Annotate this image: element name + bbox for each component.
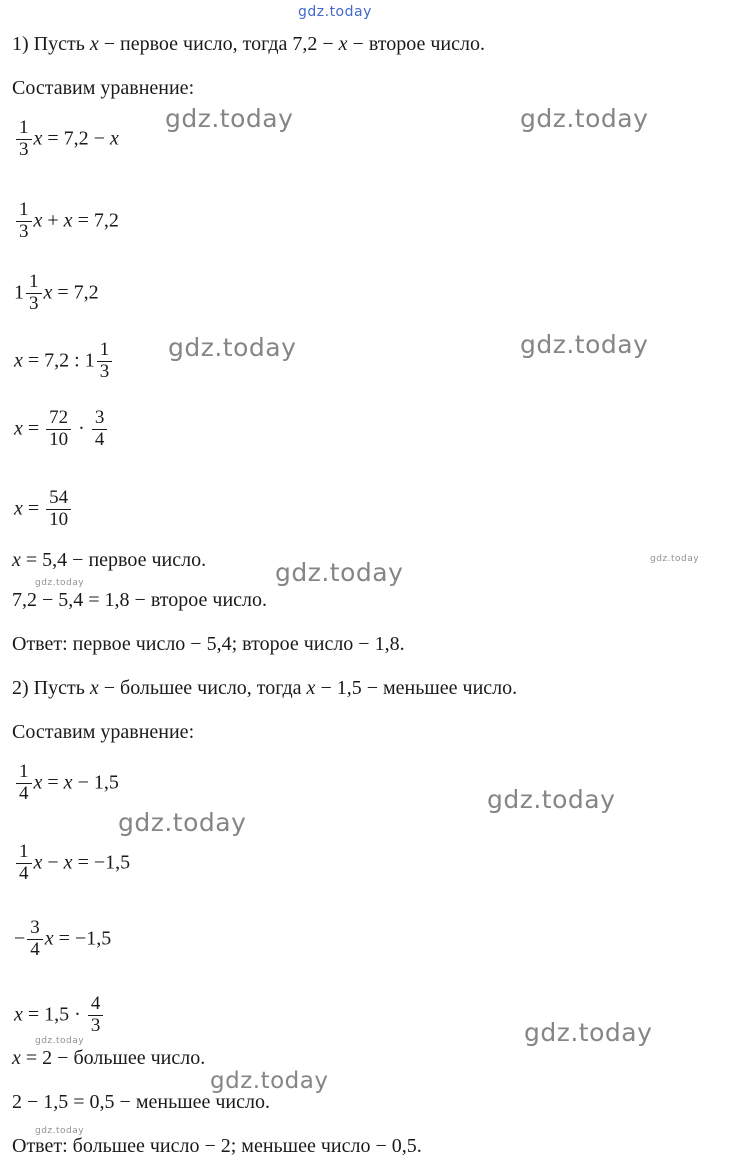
fraction-denominator: 4 (16, 863, 32, 885)
watermark: gdz.today (520, 104, 649, 133)
task1-statement-part3: − второе число. (347, 33, 485, 55)
brand-watermark-top: gdz.today (298, 4, 372, 20)
equation-rhs-variable: x (109, 127, 119, 150)
watermark: gdz.today (35, 1126, 85, 1136)
watermark: gdz.today (487, 785, 616, 814)
equation-variable: x (33, 771, 43, 794)
equation-rhs: = −1,5 (77, 851, 131, 874)
task2-equation-3 (14, 918, 111, 960)
task1-equation-3 (14, 272, 99, 314)
fraction-denominator: 4 (27, 939, 43, 961)
task1-result-2: 7,2 − 5,4 = 1,8 − второе число. (12, 589, 267, 611)
watermark: gdz.today (650, 554, 700, 564)
watermark: gdz.today (520, 330, 649, 359)
task2-result-2: 2 − 1,5 = 0,5 − меньшее число. (12, 1091, 270, 1113)
task2-statement-part2: − большее число, тогда (98, 677, 307, 699)
result-text: = 5,4 − первое число. (20, 549, 207, 571)
fraction-one-fourth (16, 842, 32, 884)
fraction-4-3 (88, 994, 104, 1036)
fraction-numerator: 3 (94, 407, 105, 428)
fraction-numerator: 72 (49, 407, 69, 428)
equation-variable-2: x (63, 209, 73, 232)
equation-variable: x (33, 851, 43, 874)
watermark: gdz.today (118, 808, 247, 837)
equals-sign: = (47, 771, 59, 794)
equation-variable: x (33, 209, 43, 232)
equation-variable: x (14, 1003, 23, 1026)
result-text: = 2 − большее число. (20, 1047, 206, 1069)
watermark: gdz.today (168, 333, 297, 362)
fraction-denominator: 3 (16, 139, 32, 161)
equation-variable: x (44, 927, 54, 950)
multiply-sign: · (78, 417, 85, 440)
mixed-whole-part: 1 (14, 281, 24, 304)
task1-equation-2 (14, 200, 119, 242)
task1-equation-5 (14, 408, 109, 450)
fraction-denominator: 4 (16, 783, 32, 805)
equation-mid: = 1,5 · (27, 1003, 81, 1026)
task2-equation-2 (14, 842, 130, 884)
task1-answer: Ответ: первое число − 5,4; второе число − 1,8. (12, 633, 405, 655)
watermark: gdz.today (165, 104, 294, 133)
equation-variable: x (14, 349, 23, 372)
task2-equation-4 (14, 994, 105, 1036)
fraction-numerator: 1 (99, 339, 110, 360)
watermark: gdz.today (210, 1068, 329, 1094)
fraction-denominator: 10 (46, 509, 71, 531)
task1-var-x2: x (338, 33, 348, 55)
task2-var-x: x (89, 677, 99, 699)
watermark: gdz.today (35, 1036, 85, 1046)
fraction-one-third (26, 272, 42, 314)
fraction-denominator: 4 (92, 429, 108, 451)
equation-variable: x (14, 497, 23, 520)
fraction-54-10 (46, 488, 71, 530)
fraction-denominator: 10 (46, 429, 71, 451)
task2-var-x2: x (306, 677, 316, 699)
equation-rhs: = 7,2 (77, 209, 119, 232)
fraction-numerator: 1 (19, 841, 29, 862)
equation-rhs: = −1,5 (58, 927, 112, 950)
fraction-numerator: 1 (19, 199, 29, 220)
equation-plus-sign: + (47, 209, 59, 232)
equation-variable-2: x (63, 851, 73, 874)
equation-mid: = 7,2 : 1 (27, 349, 95, 372)
fraction-numerator: 4 (90, 993, 101, 1014)
task2-result-1 (12, 1046, 205, 1070)
fraction-3-4 (27, 918, 43, 960)
fraction-one-third (16, 200, 32, 242)
task2-statement-part3: − 1,5 − меньшее число. (315, 677, 518, 699)
watermark: gdz.today (35, 578, 85, 588)
fraction-numerator: 3 (30, 917, 40, 938)
equation-variable: x (43, 281, 53, 304)
equation-rhs-variable: x (63, 771, 73, 794)
equals-sign: = (27, 417, 40, 440)
result-variable: x (12, 549, 21, 571)
watermark: gdz.today (275, 558, 404, 587)
fraction-denominator: 3 (88, 1015, 104, 1037)
fraction-one-third (97, 340, 113, 382)
task2-answer: Ответ: большее число − 2; меньшее число − 0,5. (12, 1135, 422, 1157)
task1-compose-label: Составим уравнение: (12, 77, 195, 99)
task1-statement-part2: − первое число, тогда 7,2 − (98, 33, 339, 55)
task1-statement-part1: 1) Пусть (12, 33, 90, 55)
equation-rhs: = 7,2 (57, 281, 99, 304)
task1-var-x: x (89, 33, 99, 55)
task2-compose-label: Составим уравнение: (12, 721, 195, 743)
fraction-numerator: 1 (19, 761, 29, 782)
equation-minus-sign: − (47, 851, 59, 874)
task1-statement (12, 32, 485, 56)
fraction-numerator: 1 (29, 271, 39, 292)
task1-result-1 (12, 548, 206, 572)
fraction-denominator: 3 (26, 293, 42, 315)
equation-variable: x (33, 127, 43, 150)
fraction-one-fourth (16, 762, 32, 804)
fraction-numerator: 1 (19, 117, 29, 138)
fraction-numerator: 54 (49, 487, 69, 508)
equals-sign: = (27, 497, 40, 520)
task1-equation-1 (14, 118, 119, 160)
equation-rhs-rest: − 1,5 (77, 771, 119, 794)
fraction-denominator: 3 (97, 361, 113, 383)
fraction-denominator: 3 (16, 221, 32, 243)
fraction-one-third (16, 118, 32, 160)
result-variable: x (12, 1047, 21, 1069)
task2-statement (12, 676, 517, 700)
fraction-3-4 (92, 408, 108, 450)
watermark: gdz.today (524, 1018, 653, 1047)
fraction-72-10 (46, 408, 71, 450)
equation-rhs: = 7,2 − (47, 127, 105, 150)
task1-equation-6 (14, 488, 73, 530)
task1-equation-4 (14, 340, 114, 382)
task2-statement-part1: 2) Пусть (12, 677, 90, 699)
task2-equation-1 (14, 762, 119, 804)
equation-variable: x (14, 417, 23, 440)
negative-sign: − (14, 927, 26, 950)
